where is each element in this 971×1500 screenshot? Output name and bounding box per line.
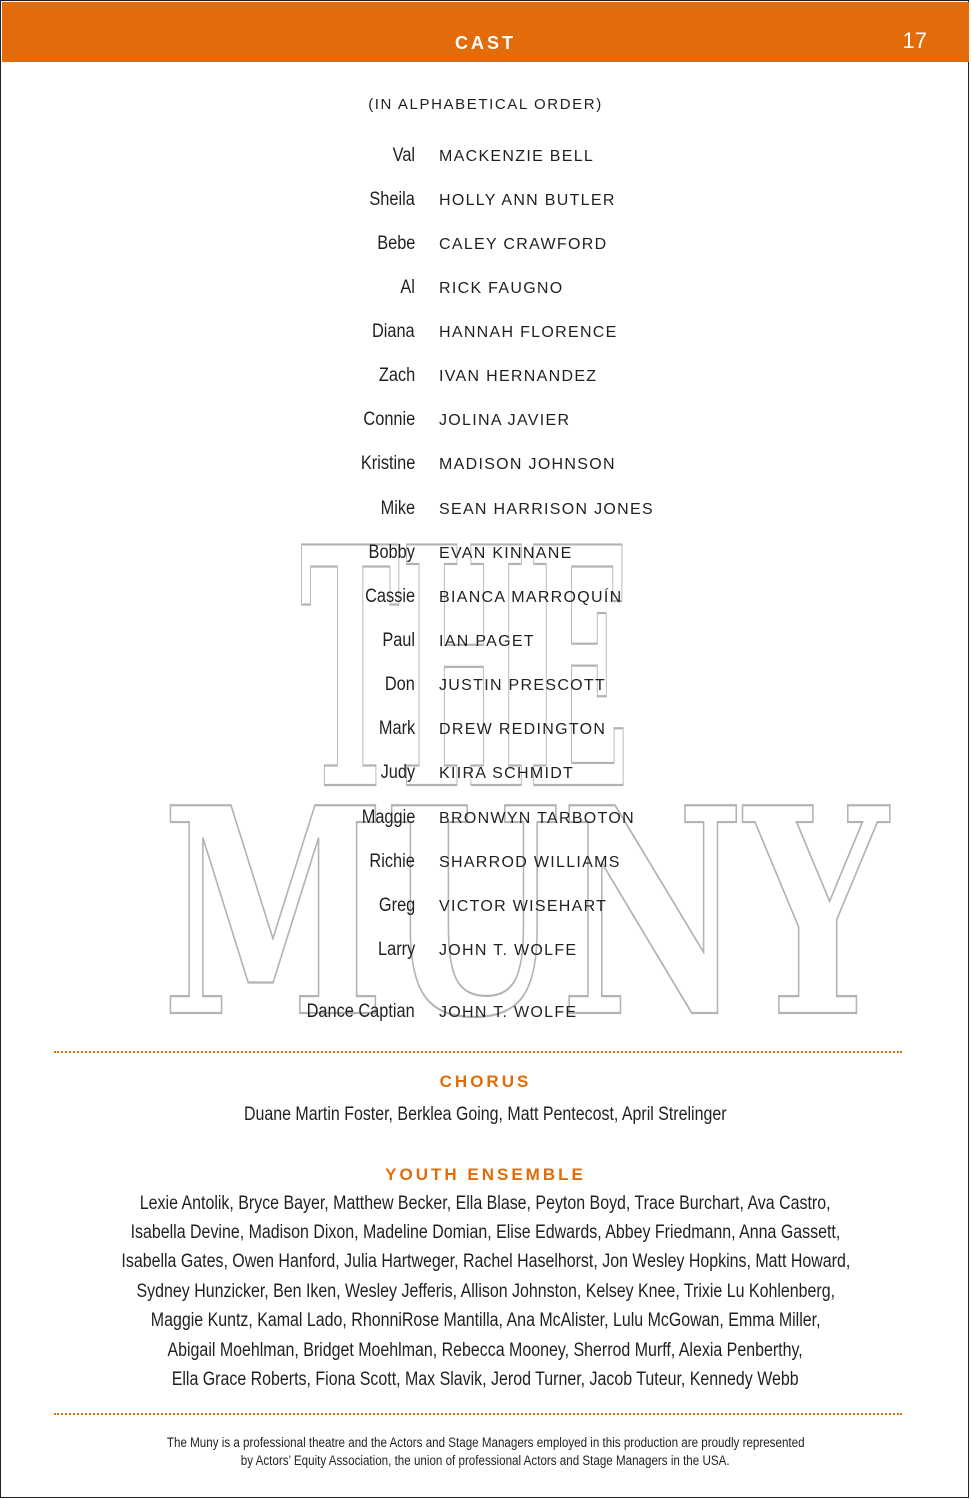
- names-line: [0, 1193, 971, 1215]
- youth-ensemble-heading: YOUTH ENSEMBLE: [385, 1165, 586, 1184]
- role-name: Richie: [369, 851, 415, 872]
- cast-row: [0, 542, 971, 566]
- role-name: Bobby: [368, 542, 415, 563]
- role-name: Larry: [377, 939, 415, 960]
- cast-row: [0, 939, 971, 963]
- names-line: [0, 1310, 971, 1332]
- cast-row: [0, 409, 971, 433]
- equity-footnote: [0, 1434, 971, 1470]
- cast-row: [0, 145, 971, 169]
- cast-row: [0, 453, 971, 477]
- actor-name: IVAN HERNANDEZ: [439, 368, 598, 385]
- role-name: Kristine: [360, 453, 415, 474]
- names-line: [0, 1222, 971, 1244]
- watermark-line-1: THE: [300, 535, 630, 863]
- names-line-text: Lexie Antolik, Bryce Bayer, Matthew Becker, Ella Blase, Peyton Boyd, Trace Burchart, Ava Castro,: [140, 1193, 831, 1214]
- actor-name: JOHN T. WOLFE: [439, 1004, 578, 1021]
- role-name: Mark: [378, 718, 415, 739]
- names-line: [0, 1369, 971, 1391]
- cast-row: [0, 762, 971, 786]
- header-band: [2, 2, 969, 62]
- role-name: Diana: [372, 321, 415, 342]
- role-name: Paul: [382, 630, 415, 651]
- cast-row: [0, 674, 971, 698]
- actor-name: HANNAH FLORENCE: [439, 324, 618, 341]
- names-line-text: Isabella Devine, Madison Dixon, Madeline Domian, Elise Edwards, Abbey Friedmann, Anna Gassett,: [130, 1222, 841, 1243]
- role-name: Dance Captian: [306, 1001, 415, 1022]
- actor-name: IAN PAGET: [439, 633, 535, 650]
- actor-name: CALEY CRAWFORD: [439, 236, 608, 253]
- role-name: Cassie: [365, 586, 415, 607]
- section-title: CAST: [455, 33, 516, 53]
- role-name: Don: [385, 674, 415, 695]
- cast-row: [0, 586, 971, 610]
- cast-row: [0, 233, 971, 257]
- role-name: Mike: [380, 498, 415, 519]
- names-line-text: Ella Grace Roberts, Fiona Scott, Max Slavik, Jerod Turner, Jacob Tuteur, Kennedy Webb: [172, 1369, 799, 1390]
- page-number: 17: [902, 28, 927, 53]
- actor-name: BRONWYN TARBOTON: [439, 810, 635, 827]
- footnote-line: The Muny is a professional theatre and the Actors and Stage Managers employed in this production are proudly represented: [166, 1435, 805, 1450]
- names-line-text: Maggie Kuntz, Kamal Lado, RhonniRose Mantilla, Ana McAlister, Lulu McGowan, Emma Miller,: [150, 1310, 821, 1331]
- cast-row: [0, 851, 971, 875]
- actor-name: BIANCA MARROQUÍN: [439, 589, 623, 606]
- footnote-line: by Actors’ Equity Association, the union of professional Actors and Stage Managers in the USA.: [241, 1453, 730, 1468]
- chorus-heading: CHORUS: [439, 1072, 532, 1091]
- cast-row: [0, 630, 971, 654]
- cast-row: [0, 277, 971, 301]
- names-line-text: Sydney Hunzicker, Ben Iken, Wesley Jefferis, Allison Johnston, Kelsey Knee, Trixie Lu Kohlenberg,: [136, 1281, 835, 1302]
- cast-subtitle: (IN ALPHABETICAL ORDER): [368, 96, 603, 113]
- role-name: Al: [400, 277, 415, 298]
- role-name: Judy: [380, 762, 415, 783]
- role-name: Sheila: [369, 189, 415, 210]
- names-line: [0, 1340, 971, 1362]
- names-line-text: Isabella Gates, Owen Hanford, Julia Hartweger, Rachel Haselhorst, Jon Wesley Hopkins, Matt Howard,: [121, 1251, 850, 1272]
- actor-name: SHARROD WILLIAMS: [439, 854, 621, 871]
- cast-row: [0, 807, 971, 831]
- actor-name: DREW REDINGTON: [439, 721, 607, 738]
- actor-name: MADISON JOHNSON: [439, 456, 616, 473]
- actor-name: MACKENZIE BELL: [439, 148, 595, 165]
- cast-row: [0, 365, 971, 389]
- role-name: Bebe: [376, 233, 415, 254]
- actor-name: JOLINA JAVIER: [439, 412, 571, 429]
- cast-row: [0, 321, 971, 345]
- actor-name: JUSTIN PRESCOTT: [439, 677, 607, 694]
- actor-name: SEAN HARRISON JONES: [439, 501, 654, 518]
- names-line: [0, 1251, 971, 1273]
- role-name: Maggie: [361, 807, 415, 828]
- actor-name: JOHN T. WOLFE: [439, 942, 578, 959]
- role-name: Connie: [363, 409, 415, 430]
- role-name: Zach: [378, 365, 415, 386]
- actor-name: VICTOR WISEHART: [439, 898, 608, 915]
- dance-captain-row: [0, 1001, 971, 1025]
- names-line: [0, 1281, 971, 1303]
- chorus-names-text: Duane Martin Foster, Berklea Going, Matt Pentecost, April Strelinger: [244, 1104, 727, 1125]
- cast-row: [0, 189, 971, 213]
- watermark-line-2: MUNY: [162, 746, 893, 1025]
- actor-name: RICK FAUGNO: [439, 280, 564, 297]
- chorus-names: [0, 1104, 971, 1126]
- actor-name: KIIRA SCHMIDT: [439, 765, 575, 782]
- cast-row: [0, 498, 971, 522]
- dotted-divider: [54, 1051, 902, 1053]
- actor-name: EVAN KINNANE: [439, 545, 573, 562]
- role-name: Val: [392, 145, 415, 166]
- actor-name: HOLLY ANN BUTLER: [439, 192, 616, 209]
- cast-row: [0, 718, 971, 742]
- cast-row: [0, 895, 971, 919]
- dotted-divider: [54, 1413, 902, 1415]
- role-name: Greg: [378, 895, 415, 916]
- names-line-text: Abigail Moehlman, Bridget Moehlman, Rebecca Mooney, Sherrod Murff, Alexia Penberthy,: [167, 1340, 804, 1361]
